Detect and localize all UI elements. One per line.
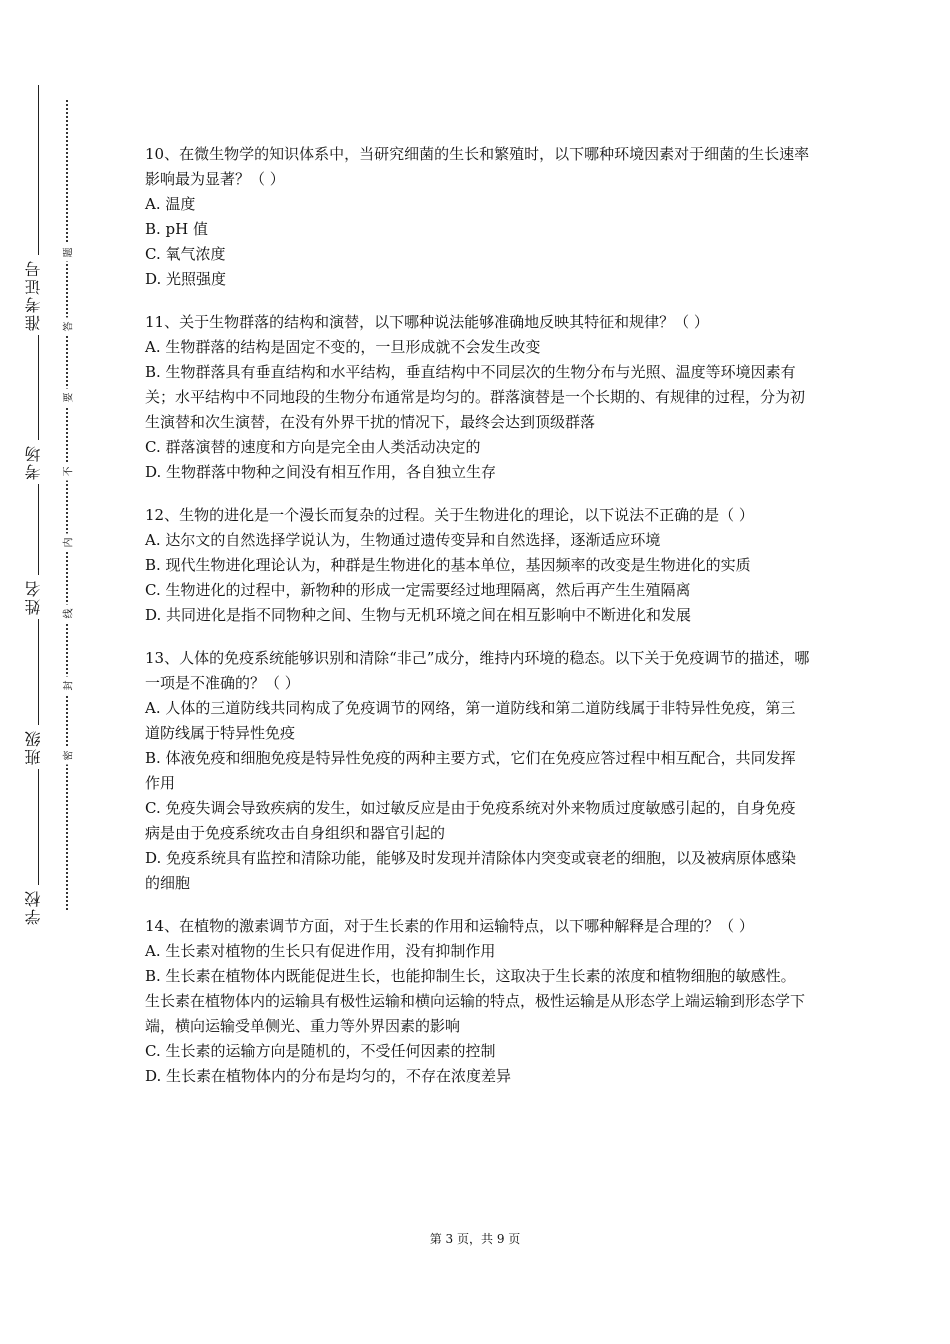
- seal-char: 密: [58, 747, 77, 765]
- question-14: [145, 914, 810, 1089]
- field-class: 班级: [22, 725, 54, 769]
- option-c: C. 群落演替的速度和方向是完全由人类活动决定的: [145, 438, 481, 456]
- option-c: C. 生物进化的过程中，新物种的形成一定需要经过地理隔离，然后再产生生殖隔离: [145, 581, 691, 599]
- option-d: D. 生物群落中物种之间没有相互作用，各自独立生存: [145, 463, 497, 481]
- option-b: B. 生物群落具有垂直结构和水平结构，垂直结构中不同层次的生物分布与光照、温度等环境因素有关；水平结构中不同地段的生物分布通常是均匀的。群落演替是一个长期的、有规律的过程，分为初生演替和次生演替，在没有外界干扰的情况下，最终会达到顶级群落: [145, 363, 806, 431]
- question-list: [145, 142, 810, 1107]
- option-c: C. 生长素的运输方向是随机的，不受任何因素的控制: [145, 1042, 496, 1060]
- seal-char: 线: [58, 605, 77, 623]
- page-number: 第 3 页，共 9 页: [429, 1232, 521, 1246]
- option-b: B. pH 值: [145, 220, 209, 238]
- option-b: B. 现代生物进化理论认为，种群是生物进化的基本单位，基因频率的改变是生物进化的实质: [145, 556, 751, 574]
- option-a: A. 生长素对植物的生长只有促进作用，没有抑制作用: [145, 942, 496, 960]
- option-c: C. 免疫失调会导致疾病的发生，如过敏反应是由于免疫系统对外来物质过度敏感引起的，自身免疫病是由于免疫系统攻击自身组织和器官引起的: [145, 799, 796, 842]
- question-stem: 13、人体的免疫系统能够识别和清除“非己”成分，维持内环境的稳态。以下关于免疫调节的描述，哪一项是不准确的？（ ）: [145, 649, 810, 692]
- option-d: D. 生长素在植物体内的分布是均匀的，不存在浓度差异: [145, 1067, 512, 1085]
- seal-char: 不: [58, 463, 77, 481]
- question-stem: 14、在植物的激素调节方面，对于生长素的作用和运输特点，以下哪种解释是合理的？（ ）: [145, 917, 754, 935]
- option-a: A. 人体的三道防线共同构成了免疫调节的网络，第一道防线和第二道防线属于非特异性免疫，第三道防线属于特异性免疫: [145, 699, 796, 742]
- option-b: B. 生长素在植物体内既能促进生长，也能抑制生长，这取决于生长素的浓度和植物细胞的敏感性。生长素在植物体内的运输具有极性运输和横向运输的特点，极性运输是从形态学上端运输到形态学下端，横向运输受单侧光、重力等外界因素的影响: [145, 967, 806, 1035]
- seal-char: 封: [58, 677, 77, 695]
- option-d: D. 共同进化是指不同物种之间、生物与无机环境之间在相互影响中不断进化和发展: [145, 606, 692, 624]
- option-c: C. 氧气浓度: [145, 245, 226, 263]
- question-stem: 12、生物的进化是一个漫长而复杂的过程。关于生物进化的理论，以下说法不正确的是（ ）: [145, 506, 754, 524]
- seal-char: 要: [58, 389, 77, 407]
- option-d: D. 免疫系统具有监控和清除功能，能够及时发现并清除体内突变或衰老的细胞，以及被病原体感染的细胞: [145, 849, 797, 892]
- binding-margin: [0, 0, 110, 1344]
- field-school: 学校: [22, 885, 54, 929]
- field-name: 姓名: [22, 575, 54, 619]
- option-a: A. 生物群落的结构是固定不变的，一旦形成就不会发生改变: [145, 338, 541, 356]
- field-exam-room: 考场: [22, 440, 54, 484]
- question-10: [145, 142, 810, 292]
- question-12: [145, 503, 810, 628]
- question-11: [145, 310, 810, 485]
- field-exam-number: 准考证号: [22, 255, 54, 335]
- seal-char: 答: [58, 318, 77, 336]
- question-stem: 10、在微生物学的知识体系中，当研究细菌的生长和繁殖时，以下哪种环境因素对于细菌的生长速率影响最为显著？（ ）: [145, 145, 810, 188]
- binding-solid-line: [38, 85, 39, 929]
- binding-dotted-line: [66, 100, 68, 910]
- seal-char: 题: [58, 244, 77, 262]
- seal-char: 内: [58, 534, 77, 552]
- question-13: [145, 646, 810, 896]
- question-stem: 11、关于生物群落的结构和演替，以下哪种说法能够准确地反映其特征和规律？（ ）: [145, 313, 709, 331]
- option-a: A. 达尔文的自然选择学说认为，生物通过遗传变异和自然选择，逐渐适应环境: [145, 531, 661, 549]
- option-b: B. 体液免疫和细胞免疫是特异性免疫的两种主要方式，它们在免疫应答过程中相互配合，共同发挥作用: [145, 749, 796, 792]
- option-d: D. 光照强度: [145, 270, 227, 288]
- option-a: A. 温度: [145, 195, 196, 213]
